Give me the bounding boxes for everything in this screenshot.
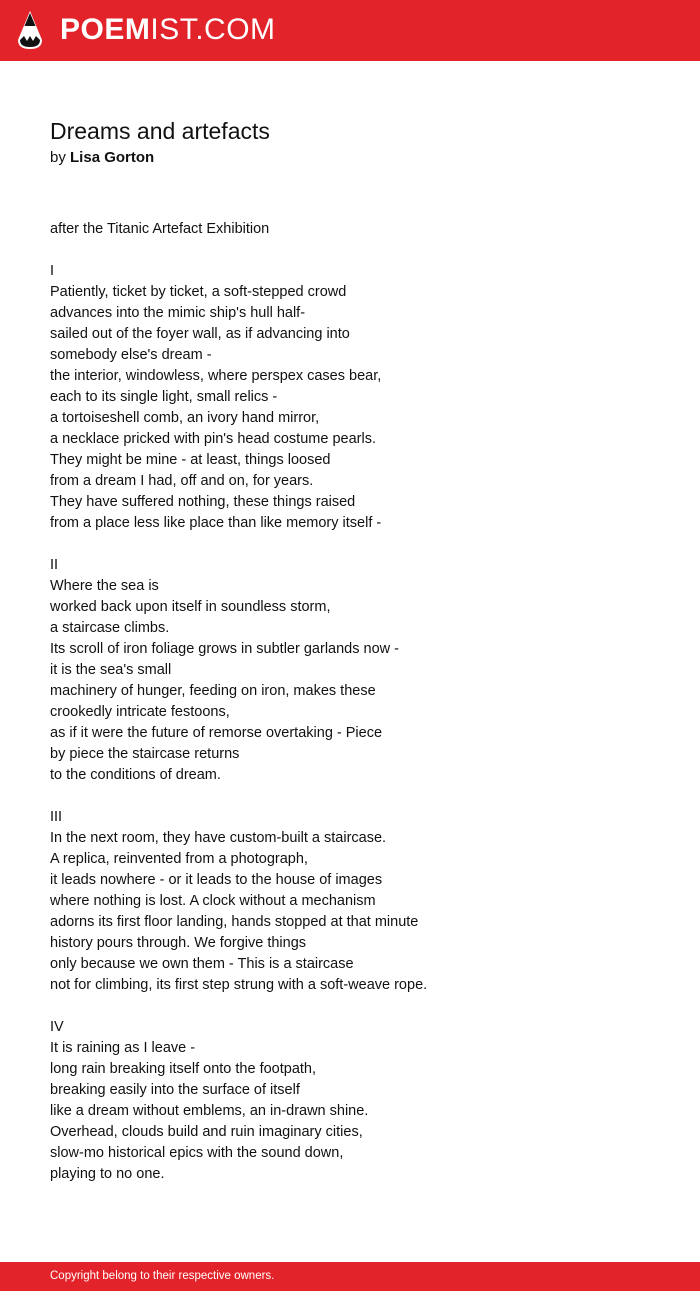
poem-line: I [50, 263, 55, 279]
poem-line: it leads nowhere - or it leads to the house of images [50, 872, 383, 888]
stanza-break [50, 996, 670, 1017]
poem-body [50, 219, 670, 1185]
poem-line: slow-mo historical epics with the sound down, [50, 1145, 344, 1161]
logo-text-strong: POEM [60, 13, 151, 46]
site-footer [0, 1262, 700, 1291]
poem-line: a tortoiseshell comb, an ivory hand mirror, [50, 410, 320, 426]
poem-line: They might be mine - at least, things loosed [50, 452, 331, 468]
poem-line: In the next room, they have custom-built a staircase. [50, 830, 387, 846]
poem-line: as if it were the future of remorse overtaking - Piece [50, 725, 383, 741]
poem-line: to the conditions of dream. [50, 767, 221, 783]
poem-line: III [50, 809, 63, 825]
poem-line: sailed out of the foyer wall, as if advancing into [50, 326, 350, 342]
poem-line: breaking easily into the surface of itself [50, 1082, 300, 1098]
stanza-break [50, 786, 670, 807]
poem-line: IV [50, 1019, 64, 1035]
poem-line: somebody else's dream - [50, 347, 212, 363]
poem-line: from a dream I had, off and on, for years. [50, 473, 314, 489]
byline [50, 146, 670, 170]
poem-line: after the Titanic Artefact Exhibition [50, 221, 270, 237]
poem-line: only because we own them - This is a staircase [50, 956, 354, 972]
site-header [0, 0, 700, 61]
poem-line: from a place less like place than like memory itself - [50, 515, 382, 531]
poem-line: a staircase climbs. [50, 620, 170, 636]
poem-line: a necklace pricked with pin's head costume pearls. [50, 431, 376, 447]
poem-line: advances into the mimic ship's hull half- [50, 305, 306, 321]
poem-line: adorns its first floor landing, hands stopped at that minute [50, 914, 419, 930]
poem-line: playing to no one. [50, 1166, 165, 1182]
pencil-tip-icon [16, 10, 44, 50]
poem-line: It is raining as I leave - [50, 1040, 196, 1056]
poem-line: worked back upon itself in soundless storm, [50, 599, 331, 615]
poem-header [50, 116, 670, 170]
poem-line: history pours through. We forgive things [50, 935, 307, 951]
poem-line: machinery of hunger, feeding on iron, makes these [50, 683, 376, 699]
by-label: by [50, 149, 66, 166]
poem-line: the interior, windowless, where perspex cases bear, [50, 368, 382, 384]
poem-line: by piece the staircase returns [50, 746, 240, 762]
site-logo[interactable] [16, 10, 276, 50]
poem-line: crookedly intricate festoons, [50, 704, 230, 720]
poem-line: like a dream without emblems, an in-drawn shine. [50, 1103, 369, 1119]
poem-line: long rain breaking itself onto the footpath, [50, 1061, 317, 1077]
poem-line: Its scroll of iron foliage grows in subtler garlands now - [50, 641, 399, 657]
poem-line: II [50, 557, 59, 573]
author-name: Lisa Gorton [70, 149, 155, 166]
stanza-break [50, 240, 670, 261]
poem-line: not for climbing, its first step strung with a soft-weave rope. [50, 977, 428, 993]
copyright-text: Copyright belong to their respective owners. [50, 1270, 275, 1282]
poem-line: Patiently, ticket by ticket, a soft-stepped crowd [50, 284, 347, 300]
poem-line: They have suffered nothing, these things raised [50, 494, 356, 510]
poem-line: each to its single light, small relics - [50, 389, 278, 405]
logo-text [60, 10, 276, 50]
stanza-break [50, 534, 670, 555]
poem-line: it is the sea's small [50, 662, 172, 678]
poem-line: A replica, reinvented from a photograph, [50, 851, 308, 867]
logo-text-light: IST.COM [150, 13, 276, 46]
poem-line: Overhead, clouds build and ruin imaginary cities, [50, 1124, 363, 1140]
poem-title: Dreams and artefacts [50, 118, 270, 144]
poem-line: where nothing is lost. A clock without a mechanism [50, 893, 376, 909]
poem-line: Where the sea is [50, 578, 159, 594]
